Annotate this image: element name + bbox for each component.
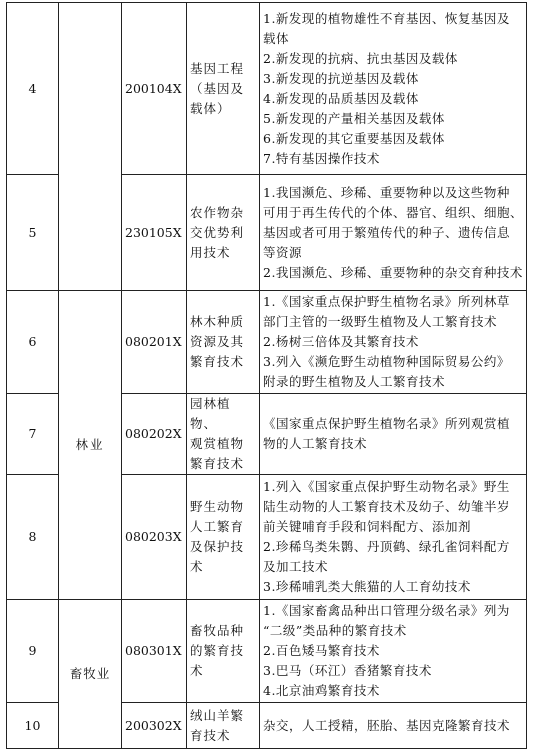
tech-name-line: 人工繁育 [190, 519, 245, 534]
tech-code: 080301X [122, 600, 187, 703]
desc-line: 3.列入《濒危野生动植物种国际贸易公约》 [263, 354, 510, 369]
desc-line: 3.巴马（环江）香猪繁育技术 [263, 663, 432, 678]
tech-description [260, 291, 527, 394]
desc-line: 《国家重点保护野生植物名录》所列观赏植 [263, 416, 511, 431]
tech-name-line: 畜牧品种 [190, 623, 245, 638]
category-cell: 林业 [59, 291, 122, 600]
category-cell: 畜牧业 [59, 600, 122, 749]
row-number: 10 [7, 703, 59, 749]
desc-line: 1.我国濒危、珍稀、重要物种以及这些物种 [263, 184, 510, 200]
row-number: 6 [7, 291, 59, 394]
tech-name-line: 及保护技 [190, 539, 245, 554]
tech-name-line: 育技术 [190, 727, 231, 743]
desc-line: 2.我国濒危、珍稀、重要物种的杂交育种技术 [263, 264, 523, 280]
row-number: 8 [7, 475, 59, 600]
tech-name [187, 3, 260, 175]
desc-line: 3.珍稀哺乳类大熊猫的人工育幼技术 [263, 579, 471, 594]
tech-name-line: 林木种质 [190, 314, 245, 329]
tech-name-line: 术 [190, 663, 204, 678]
desc-line: 2.新发现的抗病、抗虫基因及载体 [263, 50, 458, 66]
desc-line: 前关键哺育手段和饲料配方、添加剂 [263, 519, 472, 534]
tech-name-line: 术 [190, 559, 204, 574]
desc-line: 3.新发现的抗逆基因及载体 [263, 70, 419, 86]
tech-name [187, 703, 260, 749]
row-number: 4 [7, 3, 59, 175]
table-row [7, 291, 527, 394]
desc-line: 附录的野生植物及人工繁育技术 [263, 374, 446, 389]
tech-code: 200302X [122, 703, 187, 749]
tech-name-line: 农作物杂 [190, 204, 245, 220]
category-cell-empty [59, 3, 122, 291]
desc-line: 物的人工繁育技术 [263, 436, 368, 451]
tech-description [260, 3, 527, 175]
tech-name [187, 600, 260, 703]
tech-name [187, 175, 260, 291]
desc-line: 4.新发现的品质基因及载体 [263, 90, 419, 106]
tech-name-line: 繁育技术 [190, 354, 245, 369]
tech-name-line: 载体） [190, 100, 231, 116]
tech-name-line: （基因及 [190, 80, 245, 96]
desc-line: 及加工技术 [263, 559, 329, 574]
tech-name-line: 绒山羊繁 [190, 707, 245, 723]
desc-line: 等资源 [263, 244, 303, 260]
desc-line: 5.新发现的产量相关基因及载体 [263, 110, 445, 126]
tech-name-line: 的繁育技 [190, 643, 245, 658]
table-row [7, 3, 527, 175]
desc-line: 2.珍稀鸟类朱鹮、丹顶鹤、绿孔雀饲料配方 [263, 539, 510, 554]
tech-name-line: 繁育技术 [190, 456, 245, 471]
desc-line: 1.《国家重点保护野生植物名录》所列林草 [263, 294, 510, 309]
desc-line: 1.《国家畜禽品种出口管理分级名录》列为 [263, 603, 510, 618]
tech-name-line: 基因工程 [190, 60, 245, 76]
tech-description [260, 175, 527, 291]
tech-name [187, 475, 260, 600]
tech-code: 080203X [122, 475, 187, 600]
table-body [7, 3, 527, 749]
desc-line: 4.北京油鸡繁育技术 [263, 683, 380, 698]
tech-code: 200104X [122, 3, 187, 175]
tech-name-line: 资源及其 [190, 334, 245, 349]
desc-line: 基因或者可用于繁殖传代的种子、遗传信息 [263, 224, 511, 240]
desc-line: 2.杨树三倍体及其繁育技术 [263, 334, 419, 349]
desc-line: 1.新发现的植物雄性不育基因、恢复基因及 [263, 10, 510, 26]
technology-catalog-table [6, 2, 527, 749]
tech-code: 230105X [122, 175, 187, 291]
desc-line: 陆生动物的人工繁育技术及幼子、幼雏半岁 [263, 499, 511, 514]
tech-description [260, 703, 527, 749]
tech-name-line: 野生动物 [190, 499, 245, 514]
desc-line: 1.列入《国家重点保护野生动物名录》野生 [263, 479, 510, 494]
tech-name [187, 394, 260, 475]
tech-code: 080202X [122, 394, 187, 475]
desc-line: 杂交，人工授精，胚胎、基因克隆繁育技术 [263, 717, 511, 733]
row-number: 9 [7, 600, 59, 703]
desc-line: 载体 [263, 30, 290, 46]
tech-description [260, 394, 527, 475]
row-number: 7 [7, 394, 59, 475]
desc-line: 部门主管的一级野生植物及人工繁育技术 [263, 314, 498, 329]
desc-line: “二级”类品种的繁育技术 [263, 623, 407, 638]
desc-line: 2.百色矮马繁育技术 [263, 643, 380, 658]
desc-line: 6.新发现的其它重要基因及载体 [263, 130, 445, 146]
tech-name-line: 交优势利 [190, 224, 245, 240]
table-row [7, 600, 527, 703]
tech-name-line: 园林植物、 [190, 396, 231, 431]
row-number: 5 [7, 175, 59, 291]
desc-line: 可用于再生传代的个体、器官、组织、细胞、 [263, 204, 524, 220]
tech-description [260, 600, 527, 703]
tech-description [260, 475, 527, 600]
tech-name-line: 观赏植物 [190, 436, 245, 451]
tech-name [187, 291, 260, 394]
desc-line: 7.特有基因操作技术 [263, 150, 380, 166]
tech-name-line: 用技术 [190, 244, 231, 260]
tech-code: 080201X [122, 291, 187, 394]
